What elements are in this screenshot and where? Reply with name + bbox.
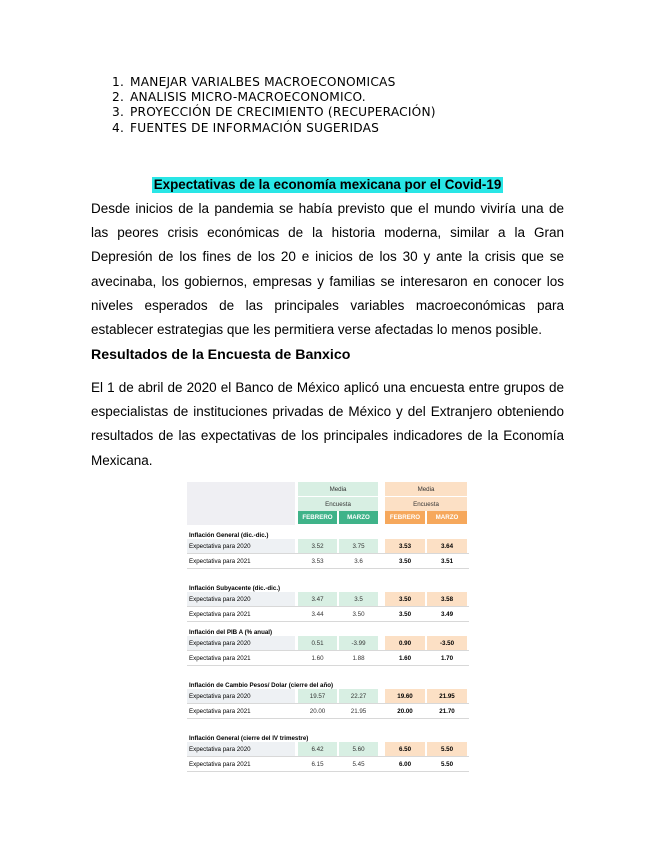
cell-value: 3.47 xyxy=(298,592,337,606)
cell-value: 3.50 xyxy=(352,610,365,618)
list-item: 3. PROYECCIÓN DE CRECIMIENTO (RECUPERACIÓN) xyxy=(112,105,436,120)
cell-value: 3.44 xyxy=(311,610,324,618)
cell-value: -3.99 xyxy=(339,636,378,650)
header-month: FEBRERO xyxy=(298,511,337,524)
row-label: Expectativa para 2020 xyxy=(187,592,295,606)
cell-value: 3.53 xyxy=(311,557,324,565)
table-row xyxy=(187,757,469,772)
cell-value: 6.42 xyxy=(298,742,337,756)
cell-value: -3.50 xyxy=(427,636,467,650)
cell-value: 19.60 xyxy=(385,689,425,703)
header-media-right: Media xyxy=(385,482,467,496)
cell-value: 3.53 xyxy=(385,539,425,553)
list-item: 4. FUENTES DE INFORMACIÓN SUGERIDAS xyxy=(112,120,380,135)
table-row xyxy=(187,651,469,666)
row-label: Expectativa para 2021 xyxy=(189,707,251,715)
table-row xyxy=(187,607,469,622)
table-header xyxy=(187,482,469,525)
banxico-heading: Resultados de la Encuesta de Banxico xyxy=(91,347,351,363)
cell-value: 3.51 xyxy=(440,557,454,565)
section-label: Inflación del PIB A (% anual) xyxy=(189,628,273,636)
row-label: Expectativa para 2021 xyxy=(189,610,251,618)
cell-value: 6.00 xyxy=(398,760,412,768)
header-encuesta-right: Encuesta xyxy=(385,497,467,511)
table-row xyxy=(187,636,469,651)
table-row xyxy=(187,539,469,554)
cell-value: 6.50 xyxy=(385,742,425,756)
table-row xyxy=(187,704,469,719)
survey-paragraph: El 1 de abril de 2020 el Banco de México aplicó una encuesta entre grupos de especialistas de instituciones privadas de México y del Extranjero obteniendo resultados de las expectativas de los principales indicadores de la Economía Mexicana. xyxy=(91,380,564,468)
cell-value: 3.5 xyxy=(339,592,378,606)
table-row xyxy=(187,742,469,757)
cell-value: 3.50 xyxy=(398,557,412,565)
list-item: 1. MANEJAR VARIALBES MACROECONOMICAS xyxy=(112,75,396,89)
cell-value: 20.00 xyxy=(397,707,413,715)
table-row xyxy=(187,689,469,704)
row-label: Expectativa para 2021 xyxy=(189,760,251,768)
cell-value: 3.58 xyxy=(427,592,467,606)
list-item: 2. ANALISIS MICRO-MACROECONOMICO. xyxy=(112,90,366,105)
section-label: Inflación Subyacente (dic.-dic.) xyxy=(189,584,281,592)
row-label: Expectativa para 2020 xyxy=(187,689,295,703)
section-label: Inflación General (cierre del IV trimestre) xyxy=(189,734,309,742)
table-body xyxy=(187,525,469,772)
cell-value: 21.95 xyxy=(427,689,467,703)
row-label: Expectativa para 2021 xyxy=(189,654,251,662)
row-label: Expectativa para 2020 xyxy=(187,539,295,553)
cell-value: 21.95 xyxy=(350,707,367,715)
cell-value: 3.75 xyxy=(339,539,378,553)
cell-value: 3.52 xyxy=(298,539,337,553)
row-label: Expectativa para 2021 xyxy=(189,557,251,565)
section-title: Expectativas de la economía mexicana por el Covid-19 xyxy=(153,177,502,192)
cell-value: 0.90 xyxy=(385,636,425,650)
intro-paragraph: Desde inicios de la pandemia se había previsto que el mundo viviría una de las peores crisis económicas de la historia moderna, similar a la Gran Depresión de los fines de los 20 e inicios de los 30 y ante la crisis que se avecinaba, los gobiernos, empresas y familias se interesaron en conocer los niveles esperados de las principales variables macroeconómicas para establecer estrategias que les permitiera verse afectadas lo menos posible. xyxy=(91,201,564,338)
table-row xyxy=(187,554,469,569)
header-blank xyxy=(187,482,295,525)
expectations-table xyxy=(187,482,469,772)
cell-value: 21.70 xyxy=(439,707,455,715)
section-label: Inflación de Cambio Pesos/ Dolar (cierre del año) xyxy=(189,681,334,689)
cell-value: 3.64 xyxy=(427,539,467,553)
cell-value: 1.60 xyxy=(311,654,324,662)
cell-value: 6.15 xyxy=(311,760,324,768)
header-month: MARZO xyxy=(427,511,467,524)
topic-list xyxy=(112,75,436,136)
table-row xyxy=(187,592,469,607)
header-encuesta-left: Encuesta xyxy=(298,497,378,511)
cell-value: 3.50 xyxy=(398,610,412,618)
cell-value: 0.51 xyxy=(298,636,337,650)
cell-value: 5.45 xyxy=(352,760,365,768)
cell-value: 5.60 xyxy=(339,742,378,756)
cell-value: 22.27 xyxy=(339,689,378,703)
cell-value: 19.57 xyxy=(298,689,337,703)
cell-value: 1.88 xyxy=(352,654,365,662)
header-month: MARZO xyxy=(339,511,378,524)
cell-value: 1.70 xyxy=(440,654,454,662)
header-media-left: Media xyxy=(298,482,378,496)
row-label: Expectativa para 2020 xyxy=(187,742,295,756)
section-label: Inflación General (dic.-dic.) xyxy=(189,531,269,539)
header-month: FEBRERO xyxy=(385,511,425,524)
cell-value: 3.50 xyxy=(385,592,425,606)
row-label: Expectativa para 2020 xyxy=(187,636,295,650)
cell-value: 5.50 xyxy=(440,760,454,768)
title-wrap xyxy=(0,176,655,194)
cell-value: 3.49 xyxy=(440,610,454,618)
cell-value: 1.60 xyxy=(398,654,412,662)
cell-value: 20.00 xyxy=(309,707,326,715)
cell-value: 5.50 xyxy=(427,742,467,756)
cell-value: 3.6 xyxy=(354,557,363,565)
